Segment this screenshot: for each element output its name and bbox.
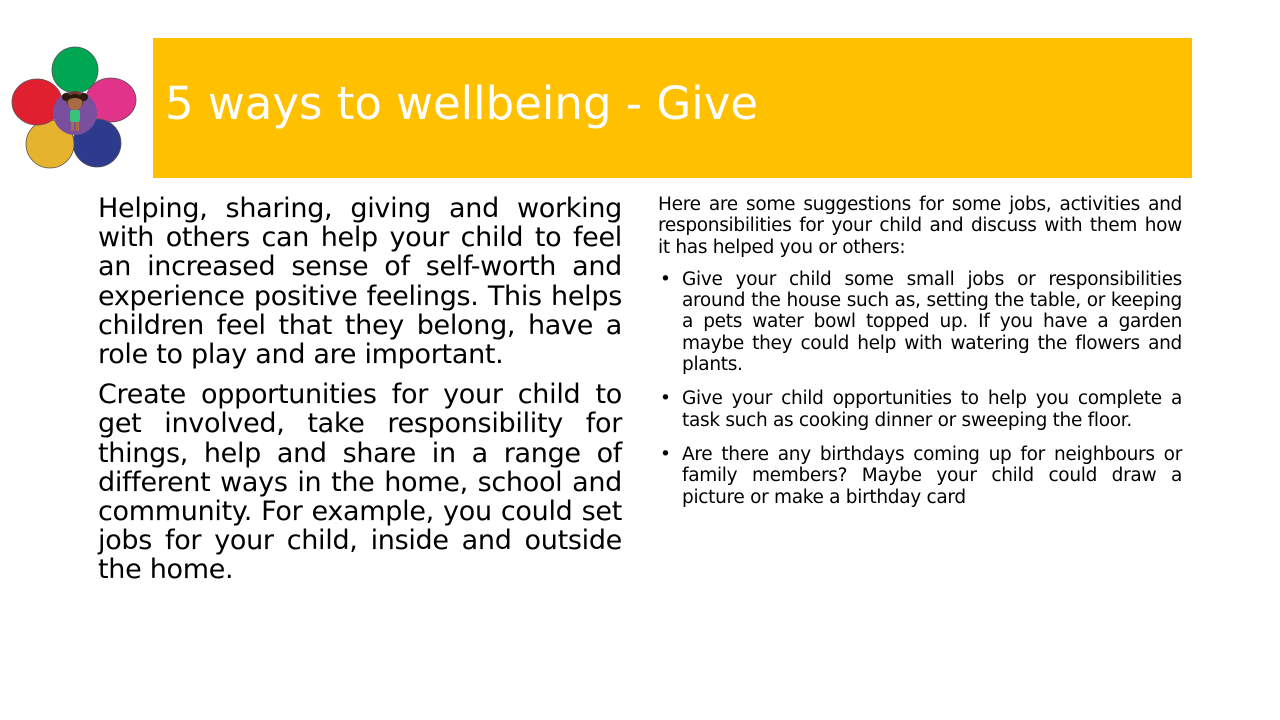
flower-child-icon: [10, 46, 140, 172]
list-item: [658, 388, 1182, 431]
slide-title: 5 ways to wellbeing - Give: [165, 77, 759, 130]
list-item-text: Give your child opportunities to help you complete a task such as cooking dinner or sweeping the floor.: [682, 388, 1182, 431]
list-item-text: Are there any birthdays coming up for neighbours or family members? Maybe your child could draw a picture or make a birthday card: [682, 443, 1182, 508]
title-bar: [153, 38, 1192, 178]
suggestions-intro: Here are some suggestions for some jobs, activities and responsibilities for your child and discuss with them how it has helped you or others:: [658, 194, 1182, 258]
right-column: [658, 194, 1182, 521]
intro-paragraph: Helping, sharing, giving and working with others can help your child to feel an increased sense of self-worth and experience positive feelings. This helps children feel that they belong, have a role to play and are important.: [98, 193, 622, 371]
bullet-icon: •: [660, 388, 671, 410]
list-item: [658, 444, 1182, 508]
bullet-icon: •: [660, 268, 671, 290]
list-item-text: Give your child some small jobs or responsibilities around the house such as, setting the table, or keeping a pets water bowl topped up. If you have a garden maybe they could help with watering the flowers and plants.: [682, 268, 1182, 376]
bullet-icon: •: [660, 443, 671, 465]
list-item: [658, 269, 1182, 375]
left-column: [98, 194, 622, 596]
suggestions-list: [658, 269, 1182, 508]
opportunities-paragraph: Create opportunities for your child to get involved, take responsibility for things, help and share in a range of different ways in the home, school and community. For example, you could set jobs for your child, inside and outside the home.: [98, 379, 622, 586]
